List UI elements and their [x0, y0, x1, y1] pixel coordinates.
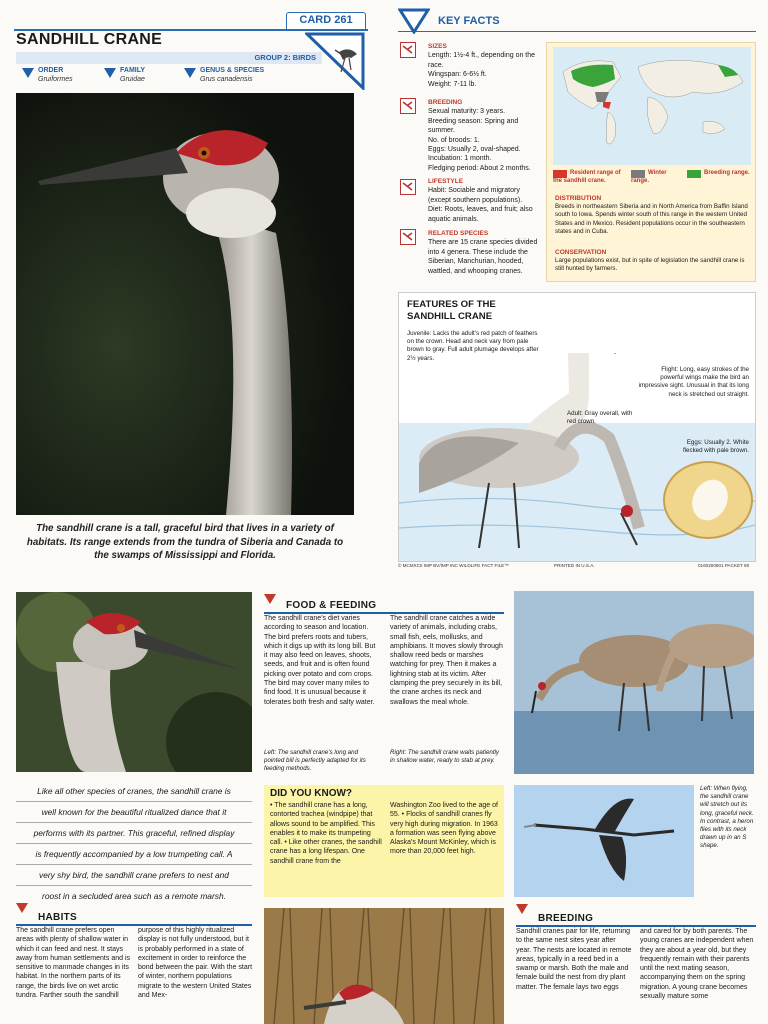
- page-title: SANDHILL CRANE: [16, 31, 163, 48]
- food-column-2: The sandhill crane catches a wide variety of animals, including crabs, small fish, eels, mollusks, and amphibians. It moves slowly through shallow reed beds or marshes watching for prey. Then it makes a lightning stab at its victim. After clamping the prey securely in its bill, the crane arches its neck and swallows the meal whole.: [390, 615, 503, 706]
- feature-flight: Flight: Long, easy strokes of the powerful wings make the bird an impressive sight. Unusual in that its long neck is stretched out straight.: [638, 366, 749, 398]
- did-you-know-title: DID YOU KNOW?: [270, 788, 353, 799]
- dyk-column-2: Washington Zoo lived to the age of 55. • Flocks of sandhill cranes fly very high during migration. In 1963 a formation was seen flying above Alaska's Mount McKinley, which is more than 20,000 feet high.: [390, 802, 498, 856]
- feature-adult: Adult: Gray overall, with red crown.: [567, 410, 633, 426]
- did-you-know-box: [264, 785, 504, 897]
- sizes-icon: [400, 42, 416, 58]
- wading-cranes-photo: [514, 591, 754, 774]
- taxonomy-family: FAMILY Gruidae: [120, 67, 145, 84]
- food-feeding-heading: FOOD & FEEDING: [286, 600, 377, 611]
- related-species-icon: [400, 229, 416, 245]
- quote-line-1: Like all other species of cranes, the sandhill crane is: [16, 782, 252, 802]
- packet-code: 0160200801 PACKET 80: [698, 563, 750, 568]
- habits-section-icon: [16, 902, 28, 914]
- food-caption-left: Left: The sandhill crane's long and pointed bill is perfectly adapted for its feeding methods.: [264, 749, 366, 773]
- quote-line-6: roost in a secluded area such as a remote marsh.: [42, 891, 226, 901]
- dyk-column-1: • The sandhill crane has a long, contorted trachea (windpipe) that allows sound to be amplified. This enables it to make its trumpeting call. • Like other cranes, the sandhill crane has a long lifespan. One sandhill crane from the: [270, 802, 382, 865]
- breeding-column-2: and cared for by both parents. The young cranes are independent when they are about a year old, but they frequently remain with their parents until the next mating season, accompanying them on the spring migration. A young crane becomes sexually mature some: [640, 928, 754, 1001]
- feature-juvenile: Juvenile: Lacks the adult's red patch of feathers on the crown. Head and neck vary from pale brown to gray. Full adult plumage develops after 2½ years.: [407, 330, 539, 362]
- features-panel: [398, 292, 756, 562]
- conservation-block: CONSERVATION Large populations exist, but in spite of legislation the sandhill crane is still hunted by farmers.: [555, 249, 745, 273]
- habits-column-2: purpose of this highly ritualized display is not fully understood, but it is probably performed in a state of excitement in order to reinforce the bond between the pair. With the start of winter, northern populations migrate to the western United States and Mex-: [138, 927, 253, 1000]
- taxonomy-genus-species: GENUS & SPECIES Grus canadensis: [200, 67, 264, 84]
- card-number-tab: CARD 261: [286, 12, 366, 29]
- food-section-icon: [264, 593, 276, 605]
- group-bar: GROUP 2: BIRDS: [16, 52, 322, 64]
- printed-text: PRINTED IN U.S.A.: [554, 563, 595, 568]
- feature-eggs: Eggs: Usually 2. White flecked with pale brown.: [682, 439, 749, 455]
- crane-in-reeds-photo: [264, 908, 504, 1024]
- range-map-panel: [546, 42, 756, 282]
- world-range-map: [553, 47, 751, 165]
- distribution-block: DISTRIBUTION Breeds in northeastern Siberia and in North America from Baffin Island south to Iowa. Spends winter south of this range in the western United States and in Mexico. Resident populations occur in the southeastern states and in Cuba.: [555, 195, 748, 235]
- crane-logo-icon: [305, 32, 365, 90]
- legend-breeding: Breeding range.: [687, 170, 753, 178]
- copyright-text: © MCMXCII IMP BV/IMP INC WILDLIFE FACT FILE™: [398, 563, 509, 568]
- flying-crane-photo: [514, 785, 694, 897]
- flight-caption: Left: When flying, the sandhill crane will stretch out its long, graceful neck. In contrast, a heron flies with its neck drawn up in an S shape.: [700, 785, 754, 850]
- features-title: FEATURES OF THE SANDHILL CRANE: [407, 299, 496, 322]
- hero-caption: The sandhill crane is a tall, graceful bird that lives in a variety of habitats. Its range extends from the tundra of Siberia and Canada to the swamps of Mississippi and Florida.: [26, 523, 344, 561]
- breeding-heading: BREEDING: [538, 913, 594, 924]
- breeding-icon: [400, 98, 416, 114]
- food-column-1: The sandhill crane's diet varies according to season and location. The bird prefers roots and tubers, which it digs up with its long bill. But it may also feed on leaves, shoots, seeds, and fruit and is often found picking over potato and corn crops. The bird may cover many miles to find food. It is unusual because it tolerates both fresh and salty water.: [264, 615, 376, 706]
- habits-column-1: The sandhill crane prefers open areas with plenty of shallow water in which it can feed and nest. It stays away from human settlements and is sensitive to manmade changes in its habitat. In the northern parts of its range, the birds live on wet arctic tundra. Farther south the sandhill: [16, 927, 130, 1000]
- nest-egg-illustration: [663, 461, 753, 539]
- lifestyle-icon: [400, 179, 416, 195]
- quote-line-5: very shy bird, the sandhill crane prefers to nest and: [16, 866, 252, 886]
- quote-line-3: performs with its partner. This graceful, refined display: [16, 824, 252, 844]
- habits-heading: HABITS: [38, 912, 78, 923]
- quote-line-4: is frequently accompanied by a low trumpeting call. A: [16, 845, 252, 865]
- breeding-section-icon: [516, 903, 528, 915]
- legend-winter: Winter range.: [631, 170, 667, 184]
- crane-head-photo: [16, 592, 252, 772]
- food-caption-right: Right: The sandhill crane waits patiently in shallow water, ready to stab at prey.: [390, 749, 500, 765]
- key-facts-title: KEY FACTS: [438, 15, 500, 27]
- hero-crane-photo: [16, 93, 354, 515]
- taxonomy-order: ORDER Gruiformes: [38, 67, 73, 84]
- key-facts-header: [398, 14, 756, 32]
- breeding-column-1: Sandhill cranes pair for life, returning to the same nest sites year after year. The nests are located in remote areas, typically in a reed bed in a swamp or marsh. Both the male and female build the nest from dry plant matter. The female lays two eggs: [516, 928, 632, 991]
- legend-resident: Resident range of the sandhill crane.: [553, 170, 621, 184]
- quote-line-2: well known for the beautiful ritualized dance that it: [16, 803, 252, 823]
